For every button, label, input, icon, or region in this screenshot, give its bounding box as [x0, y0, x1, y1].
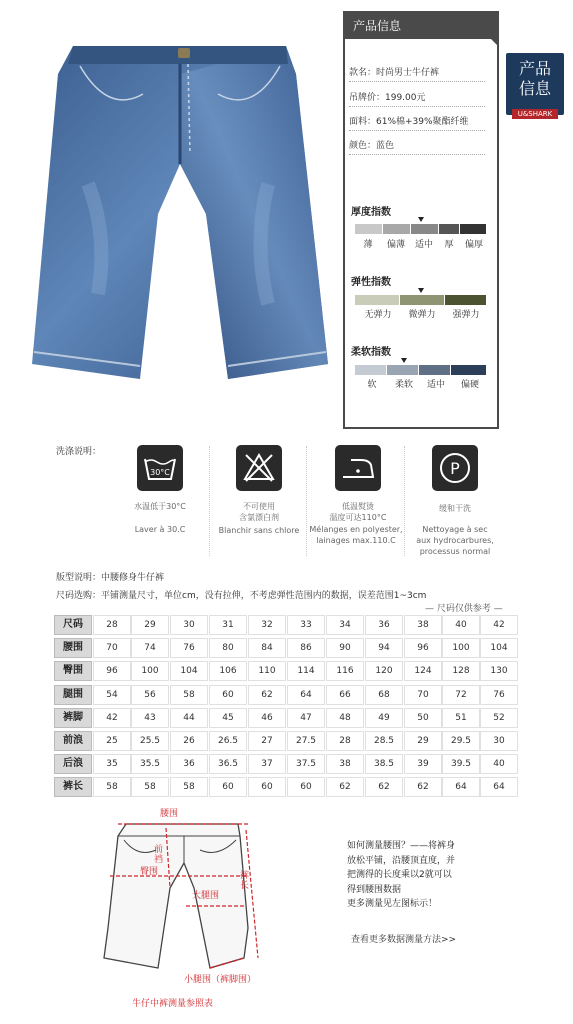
thickness-bar-seg — [460, 224, 486, 234]
table-cell: 46 — [248, 708, 286, 728]
measurement-diagram — [98, 808, 288, 1013]
table-cell: 48 — [326, 708, 364, 728]
elasticity-bar-seg — [400, 295, 444, 305]
table-cell: 86 — [287, 638, 325, 658]
table-cell: 25.5 — [131, 731, 169, 751]
table-cell: 58 — [170, 685, 208, 705]
table-cell: 70 — [404, 685, 442, 705]
wash-30-caption: 水温低于30°C — [134, 502, 186, 511]
table-cell: 68 — [365, 685, 403, 705]
softness-label: 柔软 — [394, 380, 413, 390]
table-cell: 124 — [404, 661, 442, 681]
softness-bar-seg — [419, 365, 450, 375]
table-row — [54, 685, 518, 705]
table-cell: 110 — [248, 661, 286, 681]
dry-clean-p-icon — [432, 445, 478, 491]
table-row-header: 裤长 — [54, 777, 92, 797]
elasticity-marker — [418, 288, 424, 293]
table-cell: 32 — [248, 615, 286, 635]
svg-text:前: 前 — [154, 845, 164, 855]
svg-text:长: 长 — [240, 881, 250, 891]
thickness-bar-seg — [383, 224, 410, 234]
elasticity-label: 微弹力 — [408, 310, 436, 320]
table-cell: 104 — [480, 638, 518, 658]
table-cell: 28 — [326, 731, 364, 751]
table-cell: 33 — [287, 615, 325, 635]
table-cell: 25 — [93, 731, 131, 751]
table-cell: 62 — [404, 777, 442, 797]
table-cell: 62 — [326, 777, 364, 797]
size-note: 尺码选购：平铺测量尺寸，单位cm，没有拉伸，不考虑弹性范围内的数据，误差范围1~3cm — [56, 591, 427, 601]
table-cell: 60 — [209, 685, 247, 705]
measure-text-line: 更多测量见左图标示！ — [347, 899, 438, 909]
softness-bar-seg — [451, 365, 486, 375]
no-bleach-caption: 不可使用 含氯漂白剂 — [239, 502, 279, 522]
table-cell: 38 — [404, 615, 442, 635]
table-cell: 94 — [365, 638, 403, 658]
table-row-header: 腿围 — [54, 685, 92, 705]
table-cell: 130 — [480, 661, 518, 681]
table-row-header: 臀围 — [54, 661, 92, 681]
table-cell: 62 — [248, 685, 286, 705]
thickness-label: 厚 — [444, 240, 454, 250]
table-cell: 76 — [170, 638, 208, 658]
table-row — [54, 777, 518, 797]
wash-30-caption-fr: Laver à 30.C — [134, 525, 186, 534]
table-cell: 100 — [442, 638, 480, 658]
table-cell: 50 — [404, 708, 442, 728]
table-cell: 26 — [170, 731, 208, 751]
table-row-header: 后浪 — [54, 754, 92, 774]
table-cell: 44 — [170, 708, 208, 728]
elasticity-label: 无弹力 — [364, 310, 392, 320]
table-row — [54, 754, 518, 774]
table-cell: 49 — [365, 708, 403, 728]
tag-text-line1: 产品 — [518, 59, 551, 78]
table-cell: 64 — [287, 685, 325, 705]
table-cell: 45 — [209, 708, 247, 728]
tag-text-line2: 信息 — [518, 79, 551, 98]
table-cell: 29 — [131, 615, 169, 635]
table-row — [54, 638, 518, 658]
softness-bar-seg — [355, 365, 386, 375]
table-row-header: 腰围 — [54, 638, 92, 658]
softness-bar-seg — [387, 365, 418, 375]
softness-label: 软 — [367, 380, 377, 390]
table-cell: 31 — [209, 615, 247, 635]
svg-text:裆: 裆 — [154, 855, 164, 865]
wash-30-symbol: 30°C — [150, 468, 170, 477]
table-cell: 27.5 — [287, 731, 325, 751]
table-cell: 90 — [326, 638, 364, 658]
table-cell: 51 — [442, 708, 480, 728]
table-cell: 36.5 — [209, 754, 247, 774]
thickness-bar-seg — [411, 224, 438, 234]
table-cell: 66 — [326, 685, 364, 705]
table-cell: 56 — [131, 685, 169, 705]
size-reference: — 尺码仅供参考 — — [425, 604, 503, 614]
table-cell: 96 — [93, 661, 131, 681]
label-hip: 臀围 — [140, 867, 159, 877]
thickness-marker — [418, 217, 424, 222]
table-cell: 64 — [442, 777, 480, 797]
dry-clean-symbol: P — [450, 459, 460, 478]
measure-text-line: 如何测量腰围？——将裤身 — [347, 841, 456, 851]
elasticity-title: 弹性指数 — [351, 277, 391, 288]
softness-title: 柔软指数 — [351, 347, 391, 358]
label-thigh: 大腿围 — [192, 891, 220, 901]
table-row — [54, 615, 518, 635]
table-cell: 29.5 — [442, 731, 480, 751]
table-cell: 29 — [404, 731, 442, 751]
table-cell: 36 — [365, 615, 403, 635]
wash-30-icon — [137, 445, 183, 491]
table-cell: 58 — [170, 777, 208, 797]
panel-title: 产品信息 — [345, 13, 497, 39]
table-cell: 39 — [404, 754, 442, 774]
softness-label: 适中 — [426, 380, 445, 390]
info-fabric: 面料：61%棉+39%聚酯纤维 — [349, 114, 485, 131]
product-info-panel — [343, 11, 499, 429]
table-cell: 128 — [442, 661, 480, 681]
dry-clean-caption: 缓和干洗 — [439, 504, 471, 513]
elasticity-bar-seg — [445, 295, 486, 305]
table-row-header: 前浪 — [54, 731, 92, 751]
measure-text-line: 得到腰围数据 — [347, 884, 402, 895]
table-cell: 30 — [170, 615, 208, 635]
table-cell: 60 — [248, 777, 286, 797]
table-row — [54, 731, 518, 751]
table-cell: 54 — [93, 685, 131, 705]
table-cell: 36 — [170, 754, 208, 774]
measure-text-line: 把测得的长度乘以2就可以 — [347, 870, 452, 880]
table-row — [54, 708, 518, 728]
table-cell: 58 — [131, 777, 169, 797]
thickness-label: 偏厚 — [464, 240, 483, 250]
table-cell: 96 — [404, 638, 442, 658]
table-cell: 80 — [209, 638, 247, 658]
thickness-label: 适中 — [414, 240, 433, 250]
table-cell: 60 — [209, 777, 247, 797]
table-cell: 34 — [326, 615, 364, 635]
more-measure-link[interactable]: 查看更多数据测量方法>> — [351, 935, 457, 945]
table-row-header: 尺码 — [54, 615, 92, 635]
table-cell: 28.5 — [365, 731, 403, 751]
table-cell: 43 — [131, 708, 169, 728]
no-bleach-icon — [236, 445, 282, 491]
table-cell: 52 — [480, 708, 518, 728]
dry-clean-caption-fr: Nettoyage à sec aux hydrocarbures, processus normal — [416, 525, 494, 556]
table-cell: 38.5 — [365, 754, 403, 774]
table-row — [54, 661, 518, 681]
table-cell: 72 — [442, 685, 480, 705]
iron-low-icon — [335, 445, 381, 491]
table-cell: 62 — [365, 777, 403, 797]
table-cell: 42 — [93, 708, 131, 728]
table-cell: 40 — [442, 615, 480, 635]
iron-caption-fr: Mélanges en polyester, lainages max.110.C — [309, 525, 403, 545]
table-cell: 35 — [93, 754, 131, 774]
thickness-bar-seg — [439, 224, 459, 234]
table-cell: 35.5 — [131, 754, 169, 774]
table-cell: 104 — [170, 661, 208, 681]
table-cell: 76 — [480, 685, 518, 705]
table-cell: 27 — [248, 731, 286, 751]
table-cell: 70 — [93, 638, 131, 658]
no-bleach-caption-fr: Blanchir sans chlore — [218, 526, 300, 535]
diagram-caption: 牛仔中裤测量参照表 — [132, 999, 214, 1009]
info-color: 颜色：蓝色 — [349, 138, 485, 155]
measure-text-line: 放松平铺，沿腰顶直度，并 — [347, 855, 456, 866]
table-cell: 28 — [93, 615, 131, 635]
table-cell: 47 — [287, 708, 325, 728]
label-calf: 小腿围（裤脚围） — [184, 975, 257, 985]
table-cell: 37.5 — [287, 754, 325, 774]
table-cell: 38 — [326, 754, 364, 774]
iron-caption: 低温熨烫 温度可达110°C — [329, 502, 387, 522]
elasticity-bar-seg — [355, 295, 399, 305]
info-price: 吊牌价：199.00元 — [349, 90, 485, 107]
version-note: 版型说明：中腰修身牛仔裤 — [56, 573, 165, 583]
table-cell: 84 — [248, 638, 286, 658]
table-cell: 26.5 — [209, 731, 247, 751]
table-cell: 58 — [93, 777, 131, 797]
table-cell: 120 — [365, 661, 403, 681]
table-cell: 60 — [287, 777, 325, 797]
table-cell: 37 — [248, 754, 286, 774]
brand-logo: U&SHARK — [512, 109, 558, 119]
softness-label: 偏硬 — [460, 380, 479, 390]
table-cell: 74 — [131, 638, 169, 658]
softness-marker — [401, 358, 407, 363]
table-cell: 64 — [480, 777, 518, 797]
table-cell: 30 — [480, 731, 518, 751]
table-cell: 40 — [480, 754, 518, 774]
elasticity-label: 强弹力 — [452, 310, 480, 320]
table-cell: 42 — [480, 615, 518, 635]
thickness-title: 厚度指数 — [351, 207, 391, 218]
wash-title: 洗涤说明： — [56, 447, 102, 457]
svg-text:裤: 裤 — [240, 871, 250, 881]
panel-corner-decoration — [491, 39, 499, 47]
jeans-product-image — [28, 34, 333, 386]
thickness-bar-seg — [355, 224, 382, 234]
info-style-name: 款名：时尚男士牛仔裤 — [349, 65, 485, 82]
product-info-tag — [506, 53, 564, 118]
table-cell: 100 — [131, 661, 169, 681]
table-cell: 114 — [287, 661, 325, 681]
label-waist: 腰围 — [160, 809, 179, 819]
thickness-label: 薄 — [363, 240, 373, 250]
thickness-label: 偏薄 — [386, 240, 405, 250]
table-cell: 106 — [209, 661, 247, 681]
table-row-header: 裤脚 — [54, 708, 92, 728]
table-cell: 39.5 — [442, 754, 480, 774]
table-cell: 116 — [326, 661, 364, 681]
